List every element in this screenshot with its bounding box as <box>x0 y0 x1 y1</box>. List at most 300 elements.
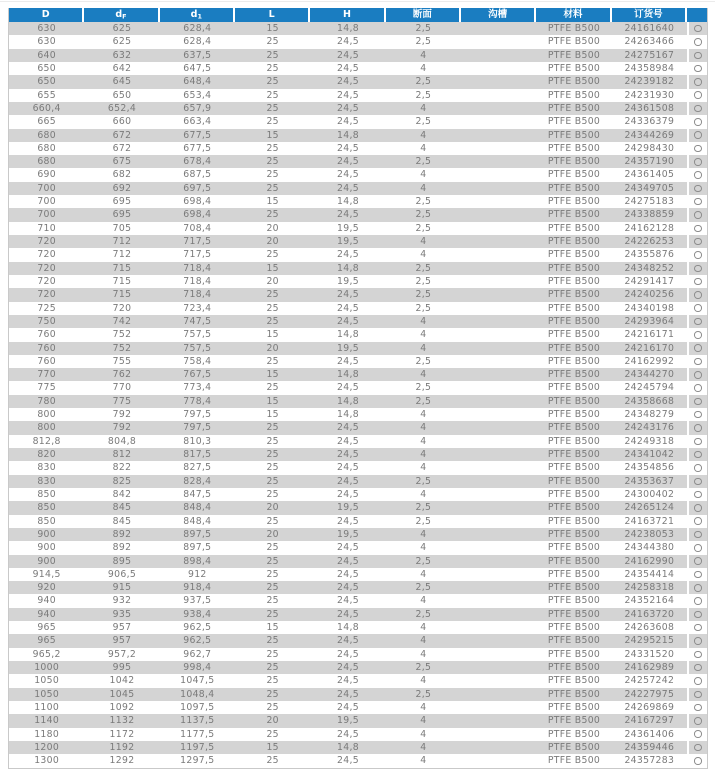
cell-dF: 755 <box>112 355 132 367</box>
table-row <box>9 741 707 754</box>
cell-L: 25 <box>266 156 279 168</box>
cell-dF: 825 <box>112 475 132 487</box>
col-header-dF: $d_F$ <box>84 8 159 22</box>
circle-outline-icon <box>694 491 702 499</box>
cell-H: 24,5 <box>337 542 359 554</box>
cell-status <box>687 448 707 461</box>
cell-L: 25 <box>266 648 279 660</box>
circle-outline-icon <box>694 331 702 339</box>
cell-dF: 845 <box>112 515 132 527</box>
cell-section: 4 <box>420 462 427 474</box>
circle-outline-icon <box>694 478 702 486</box>
table-row <box>9 89 707 102</box>
cell-D: 725 <box>37 302 56 314</box>
cell-L: 25 <box>266 542 279 554</box>
table-row <box>9 688 707 701</box>
circle-outline-icon <box>694 438 702 446</box>
cell-D: 760 <box>37 329 56 341</box>
cell-d1: 698,4 <box>183 209 212 221</box>
cell-groove <box>461 475 536 488</box>
cell-status <box>687 528 707 541</box>
cell-H: 24,5 <box>337 449 359 460</box>
cell-status <box>687 608 707 621</box>
cell-material: PTFE B500 <box>547 209 601 221</box>
cell-d1: 797,5 <box>183 422 212 434</box>
cell-H: 14,8 <box>337 395 359 407</box>
cell-section: 2,5 <box>415 555 432 567</box>
cell-dF: 632 <box>112 49 132 61</box>
cell-dF: 715 <box>112 289 132 301</box>
cell-material: PTFE B500 <box>547 608 601 620</box>
cell-order-number: 24263466 <box>624 36 675 48</box>
cell-D: 914,5 <box>32 568 61 580</box>
cell-groove <box>461 634 536 647</box>
cell-dF: 1092 <box>109 701 135 713</box>
cell-L: 15 <box>266 741 279 753</box>
cell-d1: 937,5 <box>183 595 212 607</box>
cell-L: 25 <box>266 116 279 128</box>
cell-H: 19,5 <box>337 236 359 247</box>
cell-H: 24,5 <box>337 62 359 74</box>
cell-status <box>687 688 707 701</box>
cell-groove <box>461 75 536 88</box>
cell-material: PTFE B500 <box>547 528 601 540</box>
circle-outline-icon <box>694 185 702 193</box>
cell-L: 25 <box>266 209 279 221</box>
cell-d1: 648,4 <box>183 76 212 88</box>
cell-section: 2,5 <box>415 475 432 487</box>
cell-material: PTFE B500 <box>547 449 601 460</box>
cell-D: 1300 <box>34 755 60 767</box>
cell-status <box>687 168 707 181</box>
cell-H: 24,5 <box>337 475 359 487</box>
cell-D: 760 <box>37 355 56 367</box>
cell-d1: 938,4 <box>183 608 212 620</box>
cell-order-number: 24240256 <box>624 289 675 301</box>
circle-outline-icon <box>694 384 702 392</box>
cell-H: 24,5 <box>337 422 359 434</box>
cell-section: 4 <box>420 182 427 194</box>
cell-L: 25 <box>266 675 279 687</box>
cell-D: 1180 <box>34 728 60 740</box>
cell-order-number: 24300402 <box>624 488 675 500</box>
cell-L: 15 <box>266 129 279 141</box>
cell-L: 25 <box>266 249 279 261</box>
cell-dF: 660 <box>112 116 132 128</box>
cell-L: 15 <box>266 262 279 274</box>
circle-outline-icon <box>694 65 702 73</box>
cell-H: 19,5 <box>337 222 359 234</box>
cell-dF: 1192 <box>109 741 135 753</box>
table-row <box>9 75 707 88</box>
cell-groove <box>461 235 536 248</box>
cell-status <box>687 501 707 514</box>
col-header-D: D <box>9 8 84 22</box>
cell-section: 4 <box>420 409 427 421</box>
cell-dF: 1172 <box>109 728 135 740</box>
table-row <box>9 634 707 647</box>
cell-order-number: 24275183 <box>624 196 675 208</box>
cell-groove <box>461 35 536 48</box>
cell-d1: 773,4 <box>183 382 212 394</box>
cell-groove <box>461 342 536 355</box>
table-row <box>9 568 707 581</box>
cell-order-number: 24293964 <box>624 315 675 327</box>
cell-order-number: 24291417 <box>624 275 675 287</box>
cell-dF: 995 <box>112 662 132 673</box>
cell-H: 24,5 <box>337 89 359 101</box>
circle-outline-icon <box>694 145 702 153</box>
cell-groove <box>461 688 536 701</box>
cell-material: PTFE B500 <box>547 222 601 234</box>
col-header-H: H <box>310 8 385 22</box>
cell-groove <box>461 674 536 687</box>
table-row <box>9 142 707 155</box>
cell-D: 665 <box>37 116 56 128</box>
cell-material: PTFE B500 <box>547 635 601 647</box>
table-body <box>9 22 707 768</box>
circle-outline-icon <box>694 691 702 699</box>
cell-L: 25 <box>266 635 279 647</box>
cell-order-number: 24354414 <box>624 568 675 580</box>
cell-groove <box>461 754 536 767</box>
cell-dF: 712 <box>112 236 132 247</box>
cell-L: 25 <box>266 568 279 580</box>
cell-L: 25 <box>266 435 279 447</box>
circle-outline-icon <box>694 757 702 765</box>
cell-section: 2,5 <box>415 89 432 101</box>
table-row <box>9 328 707 341</box>
cell-H: 24,5 <box>337 182 359 194</box>
cell-L: 25 <box>266 89 279 101</box>
cell-section: 4 <box>420 755 427 767</box>
table-row <box>9 421 707 434</box>
cell-groove <box>461 381 536 394</box>
table-row <box>9 49 707 62</box>
cell-dF: 1292 <box>109 755 135 767</box>
cell-material: PTFE B500 <box>547 36 601 48</box>
cell-L: 15 <box>266 622 279 634</box>
cell-status <box>687 315 707 328</box>
cell-order-number: 24358668 <box>624 395 675 407</box>
cell-material: PTFE B500 <box>547 302 601 314</box>
cell-D: 965 <box>37 622 56 634</box>
circle-outline-icon <box>694 265 702 273</box>
cell-dF: 892 <box>112 542 132 554</box>
circle-outline-icon <box>694 664 702 672</box>
cell-L: 20 <box>266 715 279 727</box>
cell-section: 4 <box>420 675 427 687</box>
cell-d1: 1097,5 <box>180 701 215 713</box>
cell-dF: 762 <box>112 369 132 381</box>
cell-L: 20 <box>266 236 279 247</box>
cell-dF: 792 <box>112 409 132 421</box>
cell-status <box>687 581 707 594</box>
circle-outline-icon <box>694 730 702 738</box>
circle-outline-icon <box>694 651 702 659</box>
cell-L: 25 <box>266 62 279 74</box>
cell-H: 24,5 <box>337 169 359 181</box>
circle-outline-icon <box>694 78 702 86</box>
cell-material: PTFE B500 <box>547 542 601 554</box>
cell-section: 4 <box>420 169 427 181</box>
cell-D: 1050 <box>34 675 60 687</box>
circle-outline-icon <box>694 238 702 246</box>
cell-section: 2,5 <box>415 515 432 527</box>
cell-material: PTFE B500 <box>547 275 601 287</box>
cell-dF: 652,4 <box>107 102 137 114</box>
table-header-row <box>9 8 707 22</box>
cell-dF: 770 <box>112 382 132 394</box>
cell-order-number: 24344269 <box>624 129 675 141</box>
cell-order-number: 24249318 <box>624 435 675 447</box>
cell-dF: 675 <box>112 156 132 168</box>
cell-material: PTFE B500 <box>547 289 601 301</box>
cell-material: PTFE B500 <box>547 622 601 634</box>
cell-d1: 687,5 <box>183 169 212 181</box>
cell-H: 19,5 <box>337 275 359 287</box>
cell-H: 24,5 <box>337 568 359 580</box>
cell-dF: 792 <box>112 422 132 434</box>
cell-status <box>687 515 707 528</box>
cell-status <box>687 754 707 767</box>
cell-d1: 847,5 <box>183 488 212 500</box>
table-row <box>9 754 707 767</box>
cell-L: 20 <box>266 275 279 287</box>
cell-dF: 957 <box>112 635 132 647</box>
cell-dF: 1045 <box>109 688 135 700</box>
cell-status <box>687 634 707 647</box>
cell-d1: 848,4 <box>183 502 212 514</box>
cell-section: 4 <box>420 595 427 607</box>
cell-dF: 715 <box>112 262 132 274</box>
table-row <box>9 528 707 541</box>
cell-groove <box>461 581 536 594</box>
cell-H: 14,8 <box>337 196 359 208</box>
cell-L: 25 <box>266 182 279 194</box>
cell-order-number: 24331520 <box>624 648 675 660</box>
cell-dF: 642 <box>112 62 132 74</box>
table-row <box>9 182 707 195</box>
cell-order-number: 24239182 <box>624 76 675 88</box>
cell-dF: 695 <box>112 209 132 221</box>
cell-H: 24,5 <box>337 49 359 61</box>
cell-material: PTFE B500 <box>547 102 601 114</box>
cell-material: PTFE B500 <box>547 515 601 527</box>
cell-L: 15 <box>266 329 279 341</box>
cell-status <box>687 381 707 394</box>
cell-D: 680 <box>37 129 56 141</box>
table-row <box>9 701 707 714</box>
cell-order-number: 24245794 <box>624 382 675 394</box>
table-row <box>9 408 707 421</box>
cell-groove <box>461 408 536 421</box>
cell-section: 2,5 <box>415 355 432 367</box>
cell-H: 24,5 <box>337 36 359 48</box>
cell-d1: 717,5 <box>183 236 212 247</box>
cell-material: PTFE B500 <box>547 116 601 128</box>
cell-groove <box>461 421 536 434</box>
cell-L: 25 <box>266 475 279 487</box>
cell-status <box>687 461 707 474</box>
table-row <box>9 648 707 661</box>
cell-groove <box>461 648 536 661</box>
cell-D: 965 <box>37 635 56 647</box>
cell-L: 25 <box>266 102 279 114</box>
cell-order-number: 24265124 <box>624 502 675 514</box>
cell-material: PTFE B500 <box>547 715 601 727</box>
cell-status <box>687 49 707 62</box>
cell-d1: 747,5 <box>183 315 212 327</box>
cell-order-number: 24361406 <box>624 728 675 740</box>
cell-d1: 718,4 <box>183 289 212 301</box>
circle-outline-icon <box>694 304 702 312</box>
cell-groove <box>461 62 536 75</box>
cell-order-number: 24258318 <box>624 582 675 594</box>
cell-section: 4 <box>420 102 427 114</box>
cell-d1: 848,4 <box>183 515 212 527</box>
table-row <box>9 62 707 75</box>
cell-dF: 932 <box>112 595 132 607</box>
cell-section: 4 <box>420 648 427 660</box>
cell-order-number: 24355876 <box>624 249 675 261</box>
cell-H: 24,5 <box>337 582 359 594</box>
cell-d1: 797,5 <box>183 409 212 421</box>
cell-order-number: 24162990 <box>624 555 675 567</box>
cell-dF: 712 <box>112 249 132 261</box>
cell-section: 4 <box>420 728 427 740</box>
cell-L: 25 <box>266 688 279 700</box>
cell-H: 19,5 <box>337 342 359 354</box>
cell-order-number: 24354856 <box>624 462 675 474</box>
cell-groove <box>461 182 536 195</box>
table-row <box>9 501 707 514</box>
cell-material: PTFE B500 <box>547 701 601 713</box>
cell-D: 900 <box>37 542 56 554</box>
cell-groove <box>461 515 536 528</box>
cell-H: 24,5 <box>337 289 359 301</box>
cell-status <box>687 328 707 341</box>
cell-status <box>687 235 707 248</box>
cell-material: PTFE B500 <box>547 89 601 101</box>
cell-material: PTFE B500 <box>547 568 601 580</box>
cell-groove <box>461 555 536 568</box>
cell-groove <box>461 155 536 168</box>
cell-dF: 625 <box>112 36 132 48</box>
cell-section: 4 <box>420 342 427 354</box>
cell-d1: 912 <box>188 568 207 580</box>
cell-section: 4 <box>420 488 427 500</box>
cell-groove <box>461 728 536 741</box>
cell-groove <box>461 168 536 181</box>
table-row <box>9 395 707 408</box>
cell-L: 25 <box>266 755 279 767</box>
cell-groove <box>461 208 536 221</box>
cell-groove <box>461 488 536 501</box>
cell-status <box>687 621 707 634</box>
cell-H: 19,5 <box>337 715 359 727</box>
col-header-status <box>687 8 707 22</box>
cell-section: 2,5 <box>415 23 432 34</box>
cell-groove <box>461 102 536 115</box>
cell-H: 24,5 <box>337 355 359 367</box>
cell-D: 640 <box>37 49 56 61</box>
cell-order-number: 24349705 <box>624 182 675 194</box>
cell-order-number: 24231930 <box>624 89 675 101</box>
cell-H: 24,5 <box>337 675 359 687</box>
circle-outline-icon <box>694 198 702 206</box>
cell-d1: 898,4 <box>183 555 212 567</box>
col-header-order-number: 订货号 <box>612 8 687 22</box>
cell-groove <box>461 368 536 381</box>
circle-outline-icon <box>694 637 702 645</box>
cell-d1: 828,4 <box>183 475 212 487</box>
table-row <box>9 275 707 288</box>
cell-section: 4 <box>420 701 427 713</box>
cell-status <box>687 661 707 674</box>
cell-groove <box>461 288 536 301</box>
cell-H: 24,5 <box>337 595 359 607</box>
cell-order-number: 24163721 <box>624 515 675 527</box>
cell-material: PTFE B500 <box>547 755 601 767</box>
table-row <box>9 22 707 35</box>
cell-L: 25 <box>266 515 279 527</box>
cell-D: 700 <box>37 196 56 208</box>
circle-outline-icon <box>694 211 702 219</box>
cell-status <box>687 342 707 355</box>
cell-material: PTFE B500 <box>547 675 601 687</box>
cell-D: 900 <box>37 555 56 567</box>
cell-L: 15 <box>266 369 279 381</box>
cell-D: 800 <box>37 422 56 434</box>
cell-D: 1000 <box>34 662 60 673</box>
cell-section: 2,5 <box>415 582 432 594</box>
cell-material: PTFE B500 <box>547 49 601 61</box>
cell-order-number: 24359446 <box>624 741 675 753</box>
cell-section: 2,5 <box>415 196 432 208</box>
cell-d1: 962,7 <box>183 648 212 660</box>
cell-order-number: 24298430 <box>624 142 675 154</box>
cell-dF: 842 <box>112 488 132 500</box>
cell-order-number: 24167297 <box>624 715 675 727</box>
cell-order-number: 24162989 <box>624 662 675 673</box>
cell-D: 800 <box>37 409 56 421</box>
cell-groove <box>461 248 536 261</box>
cell-material: PTFE B500 <box>547 582 601 594</box>
cell-status <box>687 248 707 261</box>
cell-order-number: 24357190 <box>624 156 675 168</box>
table-row <box>9 488 707 501</box>
cell-order-number: 24338859 <box>624 209 675 221</box>
table-row <box>9 608 707 621</box>
cell-L: 25 <box>266 449 279 460</box>
cell-status <box>687 275 707 288</box>
cell-status <box>687 568 707 581</box>
cell-dF: 625 <box>112 23 132 34</box>
circle-outline-icon <box>694 371 702 379</box>
cell-order-number: 24161640 <box>624 23 675 34</box>
cell-dF: 645 <box>112 76 132 88</box>
circle-outline-icon <box>694 557 702 565</box>
cell-D: 655 <box>37 89 56 101</box>
cell-d1: 817,5 <box>183 449 212 460</box>
table-row <box>9 355 707 368</box>
cell-material: PTFE B500 <box>547 488 601 500</box>
cell-groove <box>461 501 536 514</box>
cell-material: PTFE B500 <box>547 76 601 88</box>
cell-dF: 705 <box>112 222 132 234</box>
cell-dF: 804,8 <box>107 435 137 447</box>
